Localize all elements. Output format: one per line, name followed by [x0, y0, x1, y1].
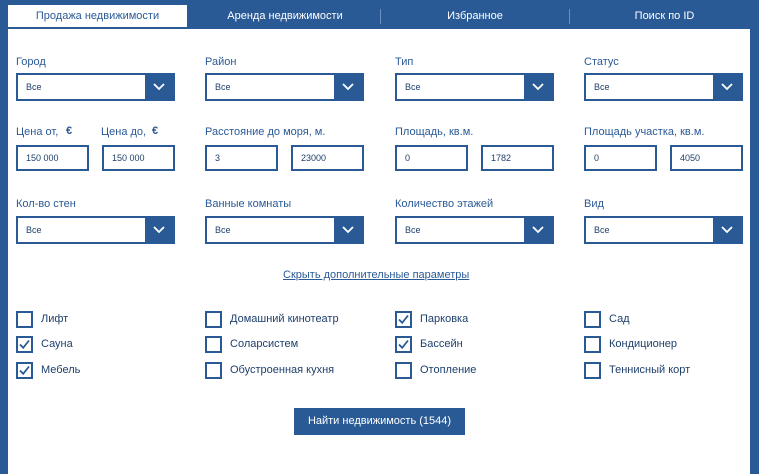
- view-label: Вид: [584, 198, 604, 210]
- checkmark-icon: [18, 364, 31, 377]
- city-select[interactable]: [16, 73, 175, 101]
- checkbox-label: Кондиционер: [609, 338, 678, 350]
- tab-sale[interactable]: Продажа недвижимости: [8, 5, 187, 27]
- checkbox[interactable]: [16, 311, 33, 328]
- floors-label: Количество этажей: [395, 198, 494, 210]
- checkbox-checked[interactable]: [16, 336, 33, 353]
- area-to-input[interactable]: 1782: [481, 145, 554, 171]
- tab-rent[interactable]: Аренда недвижимости: [227, 10, 343, 22]
- find-property-button[interactable]: Найти недвижимость (1544): [294, 408, 465, 435]
- sea-distance-to-input[interactable]: 23000: [291, 145, 364, 171]
- checkbox[interactable]: [205, 336, 222, 353]
- checkbox-label: Теннисный корт: [609, 364, 691, 376]
- checkbox-label: Обустроенная кухня: [230, 364, 335, 376]
- plot-area-to-input[interactable]: 4050: [670, 145, 743, 171]
- tab-favorites[interactable]: Избранное: [447, 10, 503, 22]
- checkbox[interactable]: [584, 362, 601, 379]
- price-from-label: Цена от,: [16, 126, 59, 138]
- type-label: Тип: [395, 56, 414, 68]
- checkbox-label: Домашний кинотеатр: [230, 313, 339, 325]
- type-select[interactable]: [395, 73, 554, 101]
- price-to-input[interactable]: 150 000: [102, 145, 175, 171]
- euro-icon: €: [152, 125, 159, 137]
- bathrooms-label: Ванные комнаты: [205, 198, 292, 210]
- checkbox-label: Парковка: [420, 313, 469, 325]
- view-select[interactable]: [584, 216, 743, 244]
- plot-area-from-input[interactable]: 0: [584, 145, 657, 171]
- tab-bar: [0, 0, 759, 31]
- checkbox-label: Мебель: [41, 364, 81, 376]
- checkmark-icon: [397, 313, 410, 326]
- checkbox[interactable]: [584, 311, 601, 328]
- floors-select-value: Все: [405, 225, 421, 235]
- view-select-value: Все: [594, 225, 610, 235]
- checkmark-icon: [18, 338, 31, 351]
- chevron-down-icon: [145, 75, 173, 99]
- walls-label: Кол-во стен: [16, 198, 76, 210]
- checkbox-label: Отопление: [420, 364, 477, 376]
- chevron-down-icon: [334, 218, 362, 242]
- checkbox-checked[interactable]: [16, 362, 33, 379]
- checkbox-label: Сауна: [41, 338, 73, 350]
- hide-extra-params-link[interactable]: Скрыть дополнительные параметры: [283, 269, 470, 281]
- bathrooms-select-value: Все: [215, 225, 231, 235]
- chevron-down-icon: [524, 218, 552, 242]
- checkbox-label: Бассейн: [420, 338, 463, 350]
- search-panel: [8, 29, 750, 474]
- district-label: Район: [205, 56, 237, 68]
- chevron-down-icon: [334, 75, 362, 99]
- status-label: Статус: [584, 56, 619, 68]
- plot-area-label: Площадь участка, кв.м.: [584, 126, 705, 138]
- chevron-down-icon: [713, 75, 741, 99]
- type-select-value: Все: [405, 82, 421, 92]
- checkmark-icon: [397, 338, 410, 351]
- price-to-label: Цена до,: [101, 126, 147, 138]
- city-select-value: Все: [26, 82, 42, 92]
- chevron-down-icon: [524, 75, 552, 99]
- euro-icon: €: [66, 125, 73, 137]
- checkbox-label: Лифт: [41, 313, 69, 325]
- checkbox-label: Сад: [609, 313, 630, 325]
- checkbox[interactable]: [205, 362, 222, 379]
- walls-select[interactable]: [16, 216, 175, 244]
- walls-select-value: Все: [26, 225, 42, 235]
- checkbox[interactable]: [395, 362, 412, 379]
- checkbox-checked[interactable]: [395, 311, 412, 328]
- bathrooms-select[interactable]: [205, 216, 364, 244]
- status-select-value: Все: [594, 82, 610, 92]
- checkbox-checked[interactable]: [395, 336, 412, 353]
- checkbox-label: Соларсистем: [230, 338, 299, 350]
- floors-select[interactable]: [395, 216, 554, 244]
- sea-distance-from-input[interactable]: 3: [205, 145, 278, 171]
- chevron-down-icon: [145, 218, 173, 242]
- chevron-down-icon: [713, 218, 741, 242]
- district-select[interactable]: [205, 73, 364, 101]
- sea-distance-label: Расстояние до моря, м.: [205, 126, 326, 138]
- checkbox[interactable]: [205, 311, 222, 328]
- checkbox[interactable]: [584, 336, 601, 353]
- area-label: Площадь, кв.м.: [395, 126, 474, 138]
- status-select[interactable]: [584, 73, 743, 101]
- district-select-value: Все: [215, 82, 231, 92]
- area-from-input[interactable]: 0: [395, 145, 468, 171]
- tab-search-by-id[interactable]: Поиск по ID: [634, 10, 695, 22]
- city-label: Город: [16, 56, 46, 68]
- price-from-input[interactable]: 150 000: [16, 145, 89, 171]
